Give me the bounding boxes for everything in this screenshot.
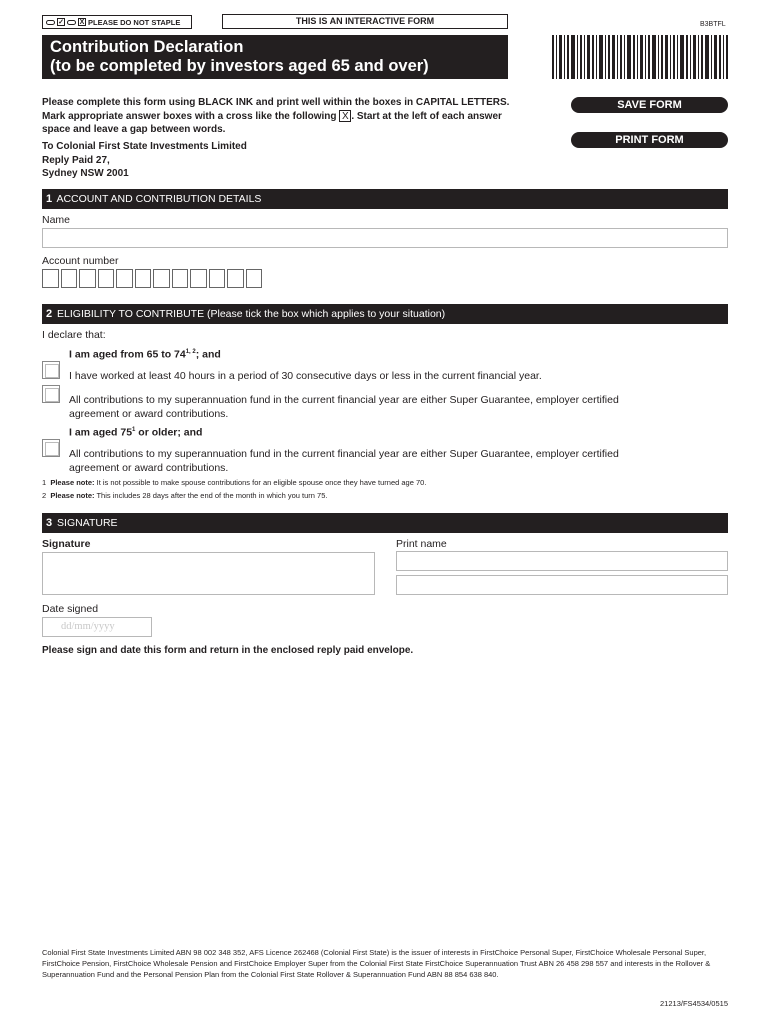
account-digit-box[interactable] — [42, 269, 59, 288]
account-digit-box[interactable] — [246, 269, 263, 288]
age-65-74-footnote: 1, 2 — [185, 349, 196, 355]
section-3-number: 3 — [46, 517, 53, 529]
section-3-header — [42, 513, 728, 533]
section-1-header — [42, 189, 728, 209]
account-number-label: Account number — [42, 255, 119, 267]
option-3-line-2: agreement or award contributions. — [69, 461, 229, 474]
interactive-form-label: THIS IS AN INTERACTIVE FORM — [222, 14, 508, 29]
account-digit-box[interactable] — [172, 269, 189, 288]
section-2-header — [42, 304, 728, 324]
return-address — [42, 140, 247, 181]
title-line-2: (to be completed by investors aged 65 and over) — [50, 57, 429, 75]
print-form-button[interactable]: PRINT FORM — [571, 132, 728, 148]
account-digit-box[interactable] — [135, 269, 152, 288]
check-icon: ✓ — [58, 19, 64, 26]
option-2-line-1: All contributions to my superannuation fund in the current financial year are either Super Guarantee, employer certified — [69, 394, 619, 406]
example-x-box: X — [339, 110, 351, 122]
section-3-title: SIGNATURE — [57, 517, 118, 529]
instructions-line-1: Please complete this form using BLACK INK and print well within the boxes in CAPITAL LETTERS. — [42, 97, 510, 108]
account-digit-box[interactable] — [116, 269, 133, 288]
option-2-checkbox[interactable] — [42, 385, 60, 403]
footnote-1-number: 1 — [42, 478, 47, 487]
form-reference: 21213/FS4534/0515 — [660, 999, 728, 1008]
footnote-1 — [42, 478, 426, 487]
footnote-2 — [42, 491, 327, 500]
age-65-74-and: ; and — [195, 348, 221, 361]
age-75-heading — [69, 424, 202, 440]
form-code: B3BTFL — [700, 21, 726, 28]
section-2-number: 2 — [46, 308, 53, 320]
footnote-1-label: Please note: — [50, 478, 95, 487]
instructions-line-2a: Mark appropriate answer boxes with a cross like the following — [42, 110, 337, 122]
section-1-number: 1 — [46, 193, 53, 205]
cross-icon: X — [79, 19, 85, 26]
instructions — [42, 96, 542, 137]
page-title — [42, 35, 508, 79]
address-line-1: To Colonial First State Investments Limited — [42, 141, 247, 152]
age-75-text: I am aged 75 — [69, 426, 133, 439]
option-3-checkbox[interactable] — [42, 439, 60, 457]
save-form-button[interactable]: SAVE FORM — [571, 97, 728, 113]
age-65-74-text: I am aged from 65 to 74 — [69, 348, 186, 361]
account-digit-box[interactable] — [79, 269, 96, 288]
paperclip-icon — [46, 20, 55, 25]
name-label: Name — [42, 214, 71, 226]
option-3-text — [69, 448, 619, 475]
instructions-line-2 — [42, 110, 542, 124]
option-3-line-1: All contributions to my superannuation fund in the current financial year are either Super Guarantee, employer certified — [69, 448, 619, 460]
footnote-2-text: This includes 28 days after the end of the month in which you turn 75. — [94, 491, 328, 500]
staple-icon — [67, 20, 76, 25]
option-1-checkbox[interactable] — [42, 361, 60, 379]
account-digit-box[interactable] — [227, 269, 244, 288]
account-digit-box[interactable] — [61, 269, 78, 288]
name-input[interactable] — [42, 228, 728, 248]
title-line-1: Contribution Declaration — [50, 38, 244, 56]
footnote-2-number: 2 — [42, 491, 47, 500]
date-signed-input[interactable]: dd/mm/yyyy — [42, 617, 152, 637]
account-digit-box[interactable] — [153, 269, 170, 288]
signature-box[interactable] — [42, 552, 375, 595]
age-75-footnote: 1 — [132, 427, 136, 433]
staple-text: PLEASE DO NOT STAPLE — [88, 17, 181, 27]
age-75-and: or older; and — [135, 426, 203, 439]
barcode — [552, 35, 728, 79]
closing-instruction: Please sign and date this form and return in the enclosed reply paid envelope. — [42, 645, 414, 656]
option-2-text — [69, 394, 619, 421]
do-not-staple-notice — [42, 15, 192, 29]
option-2-line-2: agreement or award contributions. — [69, 407, 229, 420]
account-digit-box[interactable] — [98, 269, 115, 288]
address-line-2: Reply Paid 27, — [42, 154, 110, 166]
section-1-title: ACCOUNT AND CONTRIBUTION DETAILS — [56, 193, 262, 205]
instructions-line-3: space and leave a gap between words. — [42, 124, 226, 135]
account-digit-box[interactable] — [190, 269, 207, 288]
account-digit-box[interactable] — [209, 269, 226, 288]
date-signed-label: Date signed — [42, 603, 99, 615]
age-65-74-heading — [69, 346, 221, 362]
footer-legal-text: Colonial First State Investments Limited ABN 98 002 348 352, AFS Licence 262468 (Colonial First State) is the issuer of interests in FirstChoice Personal Super, FirstChoice Wholesale Personal Super, FirstChoice Pension, FirstChoice Wholesale Pension and FirstChoice Employer Super from the Colonial First State FirstChoice Superannuation Trust ABN 26 458 298 557 and interests in the Rollover & Superannuation Fund and the Personal Pension Plan from the Colonial First State Rollover & Superannuation Fund ABN 88 854 638 840. — [42, 948, 711, 979]
footnote-2-label: Please note: — [50, 491, 95, 500]
instructions-line-2b: . Start at the left of each answer — [351, 110, 502, 122]
print-name-input-2[interactable] — [396, 575, 728, 595]
option-1-text: I have worked at least 40 hours in a period of 30 consecutive days or less in the current financial year. — [69, 370, 542, 382]
signature-label: Signature — [42, 538, 91, 550]
print-name-input-1[interactable] — [396, 551, 728, 571]
footnote-1-text: It is not possible to make spouse contributions for an eligible spouse once they have turned age 70. — [94, 478, 427, 487]
section-2-title: ELIGIBILITY TO CONTRIBUTE (Please tick the box which applies to your situation) — [57, 308, 446, 320]
declare-text: I declare that: — [42, 329, 106, 341]
account-number-input[interactable] — [42, 269, 262, 288]
address-line-3: Sydney NSW 2001 — [42, 168, 129, 179]
print-name-label: Print name — [396, 538, 447, 550]
